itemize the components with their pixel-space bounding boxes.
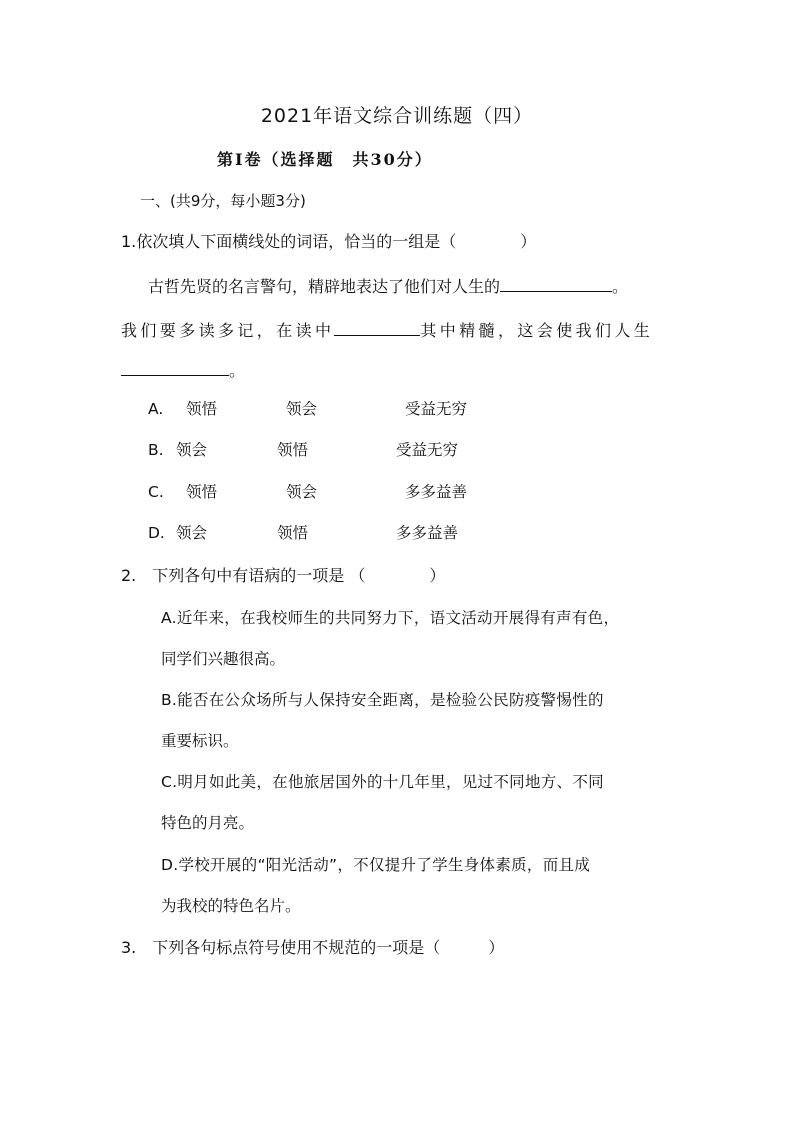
option-d-word-3: 多多益善 bbox=[396, 524, 459, 542]
option-c-letter: C. bbox=[148, 483, 164, 501]
passage-text: 古哲先贤的名言警句，精辟地表达了他们对人生的 bbox=[148, 277, 501, 296]
question-1-passage-line-2 bbox=[121, 318, 653, 341]
option-b-word-3: 受益无穷 bbox=[396, 441, 459, 459]
option-c-word-2: 领会 bbox=[286, 483, 318, 501]
question-1-passage-line-1 bbox=[148, 274, 628, 297]
question-2-stem: 2. 下列各句中有语病的一项是 （ ） bbox=[121, 566, 446, 585]
option-c-word-3: 多多益善 bbox=[405, 483, 468, 501]
question-3-stem: 3. 下列各句标点符号使用不规范的一项是（ ） bbox=[121, 938, 505, 957]
question-2-option-d-line-2: 为我校的特色名片。 bbox=[161, 897, 301, 915]
question-1-passage-line-3 bbox=[121, 358, 245, 381]
option-c-word-1: 领悟 bbox=[186, 483, 218, 501]
option-b-word-1: 领会 bbox=[176, 441, 208, 459]
answer-blank-2 bbox=[334, 318, 420, 336]
question-2-option-c-line-1: C.明月如此美，在他旅居国外的十几年里，见过不同地方、不同 bbox=[161, 773, 604, 791]
option-d-word-2: 领悟 bbox=[277, 524, 309, 542]
passage-text: 我们要多读多记，在读中 bbox=[121, 321, 335, 340]
option-a-word-2: 领会 bbox=[286, 400, 318, 418]
option-a-word-1: 领悟 bbox=[186, 400, 218, 418]
answer-blank-3 bbox=[121, 358, 229, 376]
passage-text: 其中精髓，这会使我们人生 bbox=[420, 321, 654, 340]
question-2-option-b-line-1: B.能否在公众场所与人保持安全距离，是检验公民防疫警惕性的 bbox=[161, 691, 604, 709]
question-2-option-c-line-2: 特色的月亮。 bbox=[161, 814, 255, 832]
passage-punct: 。 bbox=[229, 361, 246, 380]
option-b-word-2: 领悟 bbox=[277, 441, 309, 459]
question-2-option-d-line-1: D.学校开展的“阳光活动”，不仅提升了学生身体素质，而且成 bbox=[161, 856, 591, 874]
question-2-option-a-line-1: A.近年来，在我校师生的共同努力下，语文活动开展得有声有色， bbox=[161, 609, 620, 627]
option-a-word-3: 受益无穷 bbox=[405, 400, 468, 418]
option-b-letter: B. bbox=[148, 441, 164, 459]
option-a-letter: A. bbox=[148, 400, 164, 418]
page-title: 2021年语文综合训练题（四） bbox=[260, 105, 534, 127]
option-d-word-1: 领会 bbox=[176, 524, 208, 542]
question-2-option-b-line-2: 重要标识。 bbox=[161, 732, 239, 750]
section-heading: 一、(共9分，每小题3分) bbox=[140, 192, 306, 210]
volume-subtitle: 第Ⅰ卷（选择题 共30分） bbox=[217, 150, 433, 169]
question-2-option-a-line-2: 同学们兴趣很高。 bbox=[161, 650, 286, 668]
answer-blank-1 bbox=[500, 274, 612, 292]
passage-punct: 。 bbox=[612, 277, 629, 296]
question-1-stem: 1.依次填人下面横线处的词语，恰当的一组是（ ） bbox=[121, 232, 537, 251]
option-d-letter: D. bbox=[148, 524, 165, 542]
